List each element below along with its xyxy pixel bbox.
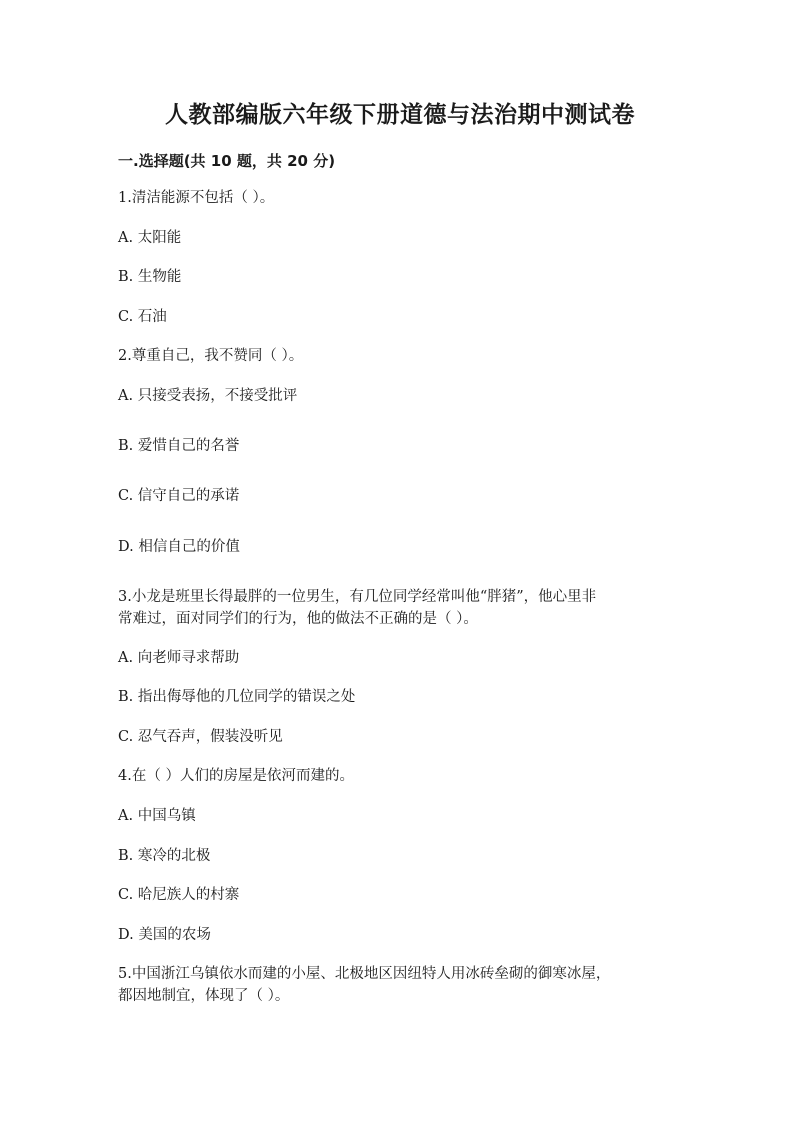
page-title: 人教部编版六年级下册道德与法治期中测试卷: [165, 102, 635, 128]
question-2-option-b: B. 爱惜自己的名誉: [118, 438, 240, 454]
question-3-stem-line-2: 常难过，面对同学们的行为，他的做法不正确的是（ ）。: [118, 611, 478, 627]
question-3-option-c: C. 忍气吞声，假装没听见: [118, 729, 283, 745]
question-5-stem: [118, 963, 688, 1007]
question-5-stem-line-2: 都因地制宜，体现了（ ）。: [118, 988, 290, 1004]
question-4-option-c: C. 哈尼族人的村寨: [118, 887, 240, 903]
question-2-option-c: C. 信守自己的承诺: [118, 488, 240, 504]
question-2-stem: 2.尊重自己，我不赞同（ ）。: [118, 348, 304, 364]
question-1-option-c: C. 石油: [118, 309, 167, 325]
question-3-stem: [118, 586, 688, 630]
question-3-option-b: B. 指出侮辱他的几位同学的错误之处: [118, 689, 356, 705]
question-4-option-d: D. 美国的农场: [118, 927, 211, 943]
question-2-option-d: D. 相信自己的价值: [118, 539, 240, 555]
question-2-option-a: A. 只接受表扬，不接受批评: [118, 388, 298, 404]
question-3-stem-line-1: 3.小龙是班里长得最胖的一位男生，有几位同学经常叫他“胖猪”，他心里非: [118, 589, 597, 605]
question-3-option-a: A. 向老师寻求帮助: [118, 650, 240, 666]
section-heading: 一.选择题(共 10 题，共 20 分): [118, 152, 336, 170]
question-4-option-a: A. 中国乌镇: [118, 808, 196, 824]
question-5-stem-line-1: 5.中国浙江乌镇依水而建的小屋、北极地区因纽特人用冰砖垒砌的御寒冰屋，: [118, 966, 611, 982]
question-1-stem: 1.清洁能源不包括（ ）。: [118, 190, 275, 206]
question-1-option-a: A. 太阳能: [118, 230, 182, 246]
question-1-option-b: B. 生物能: [118, 269, 182, 285]
question-4-stem: 4.在（ ）人们的房屋是依河而建的。: [118, 768, 354, 784]
question-4-option-b: B. 寒冷的北极: [118, 848, 211, 864]
